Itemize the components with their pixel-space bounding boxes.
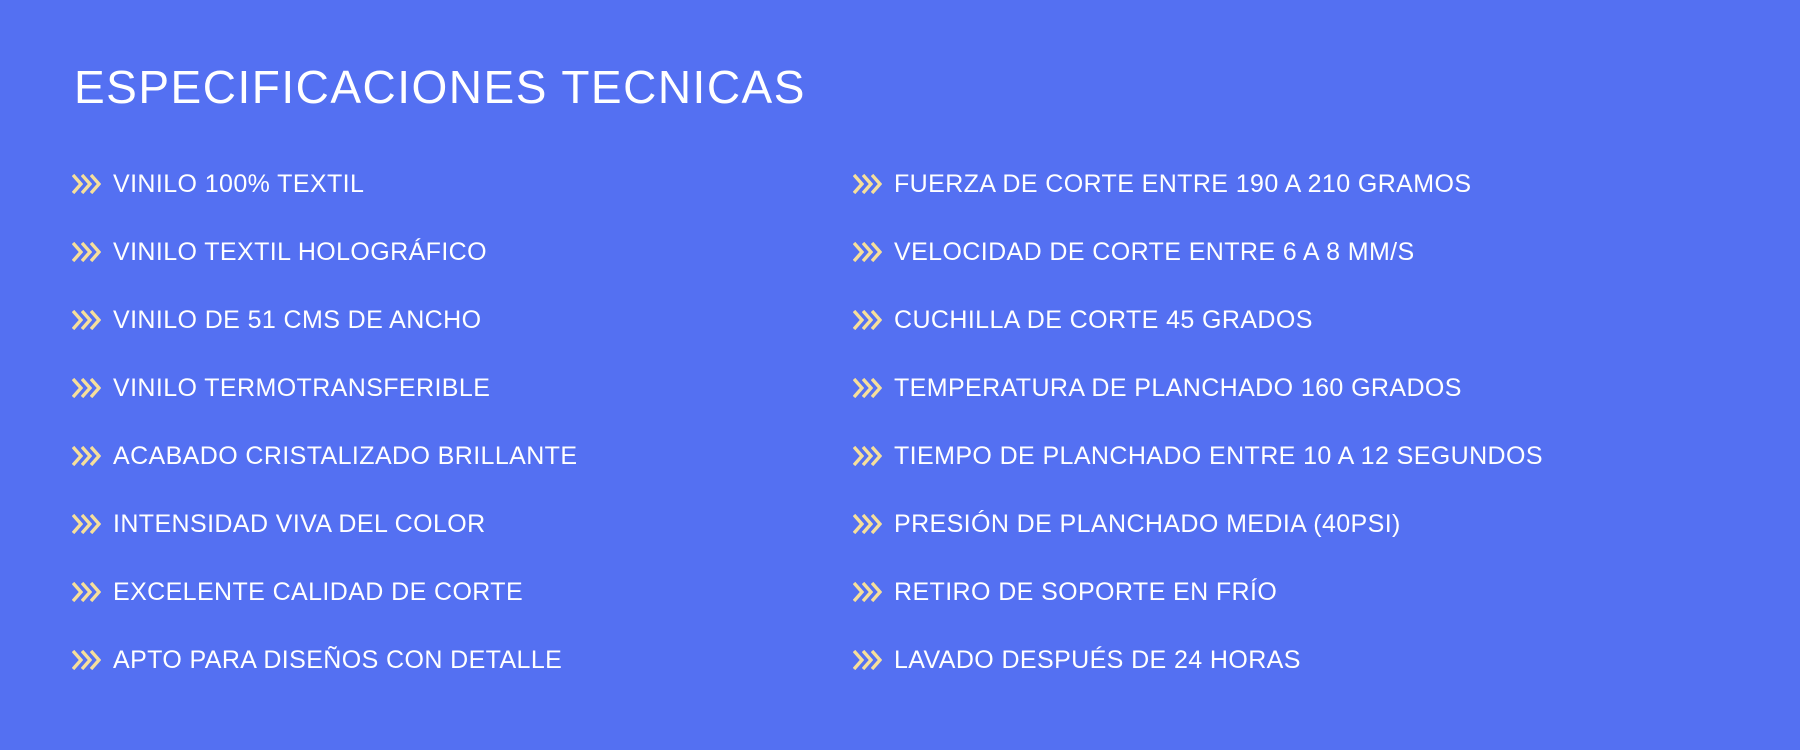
list-item [853,354,1800,422]
triple-chevron-right-icon [72,242,99,262]
triple-chevron-right-icon [853,174,880,194]
list-item [72,150,830,218]
triple-chevron-right-icon [72,650,99,670]
triple-chevron-right-icon [853,446,880,466]
triple-chevron-right-icon [72,514,99,534]
list-item [72,626,830,694]
list-item-label: VINILO TERMOTRANSFERIBLE [113,373,491,402]
list-item [853,626,1800,694]
triple-chevron-right-icon [853,582,880,602]
list-item [72,354,830,422]
list-item-label: LAVADO DESPUÉS DE 24 HORAS [894,645,1301,674]
list-item [72,490,830,558]
list-item-label: VINILO DE 51 CMS DE ANCHO [113,305,482,334]
list-item [72,286,830,354]
triple-chevron-right-icon [72,174,99,194]
triple-chevron-right-icon [853,514,880,534]
triple-chevron-right-icon [853,650,880,670]
triple-chevron-right-icon [72,582,99,602]
list-item-label: TEMPERATURA DE PLANCHADO 160 GRADOS [894,373,1462,402]
list-item-label: PRESIÓN DE PLANCHADO MEDIA (40PSI) [894,509,1401,538]
list-item-label: ACABADO CRISTALIZADO BRILLANTE [113,441,578,470]
list-item-label: VINILO TEXTIL HOLOGRÁFICO [113,237,487,266]
list-item [853,150,1800,218]
list-item-label: APTO PARA DISEÑOS CON DETALLE [113,645,563,674]
list-item [72,558,830,626]
triple-chevron-right-icon [853,310,880,330]
list-item [853,422,1800,490]
list-item [853,218,1800,286]
specs-right-column [830,150,1800,694]
list-item-label: VINILO 100% TEXTIL [113,169,365,198]
page-title: ESPECIFICACIONES TECNICAS [74,61,806,113]
list-item [72,422,830,490]
list-item [853,286,1800,354]
list-item-label: CUCHILLA DE CORTE 45 GRADOS [894,305,1313,334]
list-item-label: INTENSIDAD VIVA DEL COLOR [113,509,486,538]
triple-chevron-right-icon [853,378,880,398]
list-item-label: RETIRO DE SOPORTE EN FRÍO [894,577,1278,606]
list-item [853,558,1800,626]
triple-chevron-right-icon [72,378,99,398]
specs-columns [0,150,1800,694]
specs-left-column [0,150,830,694]
list-item [72,218,830,286]
list-item-label: EXCELENTE CALIDAD DE CORTE [113,577,524,606]
list-item-label: FUERZA DE CORTE ENTRE 190 A 210 GRAMOS [894,169,1472,198]
triple-chevron-right-icon [72,310,99,330]
list-item-label: VELOCIDAD DE CORTE ENTRE 6 A 8 MM/S [894,237,1415,266]
list-item [853,490,1800,558]
triple-chevron-right-icon [853,242,880,262]
list-item-label: TIEMPO DE PLANCHADO ENTRE 10 A 12 SEGUNDOS [894,441,1543,470]
triple-chevron-right-icon [72,446,99,466]
